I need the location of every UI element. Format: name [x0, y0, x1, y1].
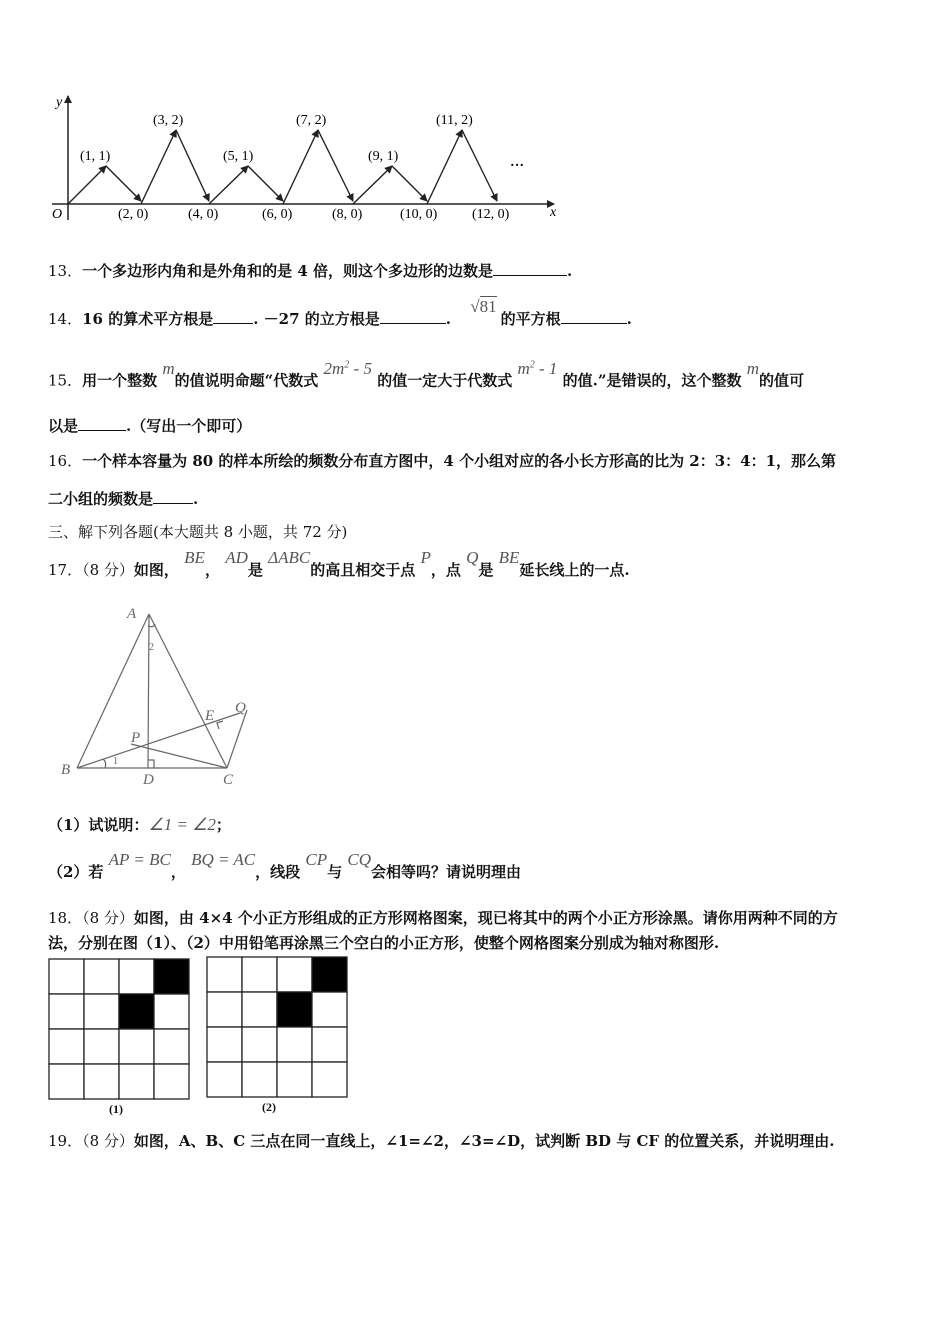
variable-m: m: [746, 358, 759, 378]
grid-caption-1: (1): [109, 1102, 123, 1116]
part-label: （2）若: [48, 863, 104, 881]
question-text: 的值可: [759, 371, 805, 390]
question-18: [48, 908, 838, 928]
sqrt-radicand: 81: [479, 297, 497, 316]
punct: ，: [170, 863, 186, 881]
question-text: 的高且相交于点: [310, 561, 416, 579]
question-number: 16．: [48, 452, 83, 470]
answer-blank[interactable]: [213, 309, 253, 324]
question-13: [48, 261, 572, 281]
peak-label: (5, 1): [223, 149, 254, 164]
question-text: 一个多边形内角和是外角和的是 4 倍，则这个多边形的边数是: [82, 262, 493, 280]
base-label: (8, 0): [332, 207, 363, 222]
label-c: C: [223, 772, 234, 788]
x-axis-label: x: [550, 205, 557, 220]
peak-label: (1, 1): [80, 149, 111, 164]
answer-blank[interactable]: [78, 416, 126, 431]
expression-2m2-5: $2m^2 - 5$: [323, 358, 372, 378]
question-text: .: [193, 490, 199, 508]
punct: ，: [204, 561, 220, 579]
segment-ad: AD: [225, 548, 248, 567]
segment-cp: CP: [305, 850, 328, 869]
base-label: (12, 0): [472, 207, 510, 222]
question-number: 14．: [48, 310, 83, 328]
answer-blank[interactable]: [153, 489, 193, 504]
question-number: 18．: [48, 909, 83, 927]
question-text: 如图，由 4×4 个小正方形组成的正方形网格图案，现已将其中的两个小正方形涂黑。请你用两种不同的方: [133, 909, 838, 927]
question-17-part-1: [48, 815, 231, 835]
question-text: .（写出一个即可）: [126, 417, 252, 435]
question-text: ，线段: [255, 863, 301, 881]
question-score: （8 分）: [82, 1132, 134, 1150]
base-label: (6, 0): [262, 207, 293, 222]
question-text: 的值.”是错误的，这个整数: [562, 371, 742, 390]
equation-bq-ac: BQ = AC: [191, 850, 256, 869]
question-text: 是: [247, 561, 263, 579]
base-label: (2, 0): [118, 207, 149, 222]
variable-m: m: [162, 358, 175, 378]
triangle-figure: [55, 600, 265, 790]
base-label: (10, 0): [400, 207, 438, 222]
angle-1-label: 1: [113, 756, 118, 767]
question-18-line-2: [48, 933, 719, 953]
label-e: E: [205, 708, 215, 724]
y-axis-label: y: [56, 95, 63, 110]
question-score: （8 分）: [82, 561, 134, 579]
question-text: 如图，A、B、C 三点在同一直线上，∠1=∠2，∠3=∠D，试判断 BD 与 CF 的位置关系，并说明理由.: [133, 1132, 835, 1150]
segment-be: BE: [184, 548, 205, 567]
question-15: [48, 358, 805, 391]
question-text: 延长线上的一点.: [519, 561, 630, 579]
label-p: P: [131, 730, 141, 746]
segment-be: BE: [498, 548, 520, 567]
segment-cq: CQ: [347, 850, 371, 869]
question-number: 19．: [48, 1132, 83, 1150]
question-17-part-2: [48, 850, 522, 882]
sqrt-expression: √81: [470, 297, 497, 316]
question-text: 以是: [48, 417, 79, 435]
question-14: [48, 297, 632, 329]
answer-blank[interactable]: [380, 309, 446, 324]
peak-label: (9, 1): [368, 149, 399, 164]
label-d: D: [143, 772, 154, 788]
question-16: [48, 451, 836, 471]
base-label: (4, 0): [188, 207, 219, 222]
expression-m2-1: $m^2 - 1$: [517, 358, 558, 378]
question-text: 与: [327, 863, 343, 881]
question-score: （8 分）: [82, 909, 134, 927]
point-q: Q: [466, 548, 479, 567]
angle-2-label: 2: [149, 642, 154, 653]
point-p: P: [420, 548, 431, 567]
question-text: .: [445, 310, 451, 328]
question-number: 17．: [48, 561, 83, 579]
question-text: 16 的算术平方根是: [82, 310, 214, 328]
question-text: 的平方根: [500, 310, 561, 328]
question-number: 13．: [48, 262, 83, 280]
question-text-end: .: [566, 262, 573, 280]
question-text: 用一个整数: [82, 371, 158, 390]
question-16-line-2: [48, 489, 198, 509]
question-text: ，点: [430, 561, 461, 579]
peak-label: (7, 2): [296, 113, 327, 128]
punct: ；: [215, 816, 231, 834]
part-label: （1）试说明：: [48, 816, 149, 834]
answer-blank[interactable]: [561, 309, 627, 324]
question-text: 法，分别在图（1）、（2）中用铅笔再涂黑三个空白的小正方形，使整个网格图案分别成为轴对称图形.: [48, 934, 720, 952]
origin-label: O: [52, 207, 63, 222]
section-heading: 三、解下列各题(本大题共 8 小题，共 72 分): [48, 523, 348, 541]
question-text: 是: [478, 561, 494, 579]
label-a: A: [127, 606, 137, 622]
angle-equation: ∠1 = ∠2: [148, 815, 216, 834]
grid-figure-1: [48, 958, 190, 1100]
zigzag-coordinate-graph: [42, 92, 562, 227]
question-text: 的值说明命题“代数式: [174, 371, 319, 390]
question-text: . －27 的立方根是: [253, 310, 380, 328]
question-text: 一个样本容量为 80 的样本所绘的频数分布直方图中，4 个小组对应的各小长方形高的比为 2：3：4：1，那么第: [82, 452, 837, 470]
label-q: Q: [235, 700, 246, 716]
question-text: 的值一定大于代数式: [377, 371, 513, 390]
label-b: B: [61, 762, 71, 778]
question-15-line-2: [48, 416, 251, 436]
zigzag-path: [68, 130, 497, 204]
answer-blank[interactable]: [493, 261, 567, 276]
question-19: [48, 1131, 835, 1151]
triangle-abc: ΔABC: [268, 548, 311, 567]
equation-ap-bc: AP = BC: [108, 850, 171, 869]
question-text: .: [626, 310, 632, 328]
question-text: 如图，: [133, 561, 179, 579]
question-text: 二小组的频数是: [48, 490, 154, 508]
grid-caption-2: (2): [262, 1100, 276, 1114]
question-text: 会相等吗？请说明理由: [371, 863, 522, 881]
question-17: [48, 548, 630, 580]
peak-label: (3, 2): [153, 113, 184, 128]
grid-figure-2: [206, 956, 348, 1098]
peak-label: (11, 2): [436, 113, 473, 128]
ellipsis: …: [510, 155, 524, 170]
question-number: 15．: [48, 371, 83, 390]
